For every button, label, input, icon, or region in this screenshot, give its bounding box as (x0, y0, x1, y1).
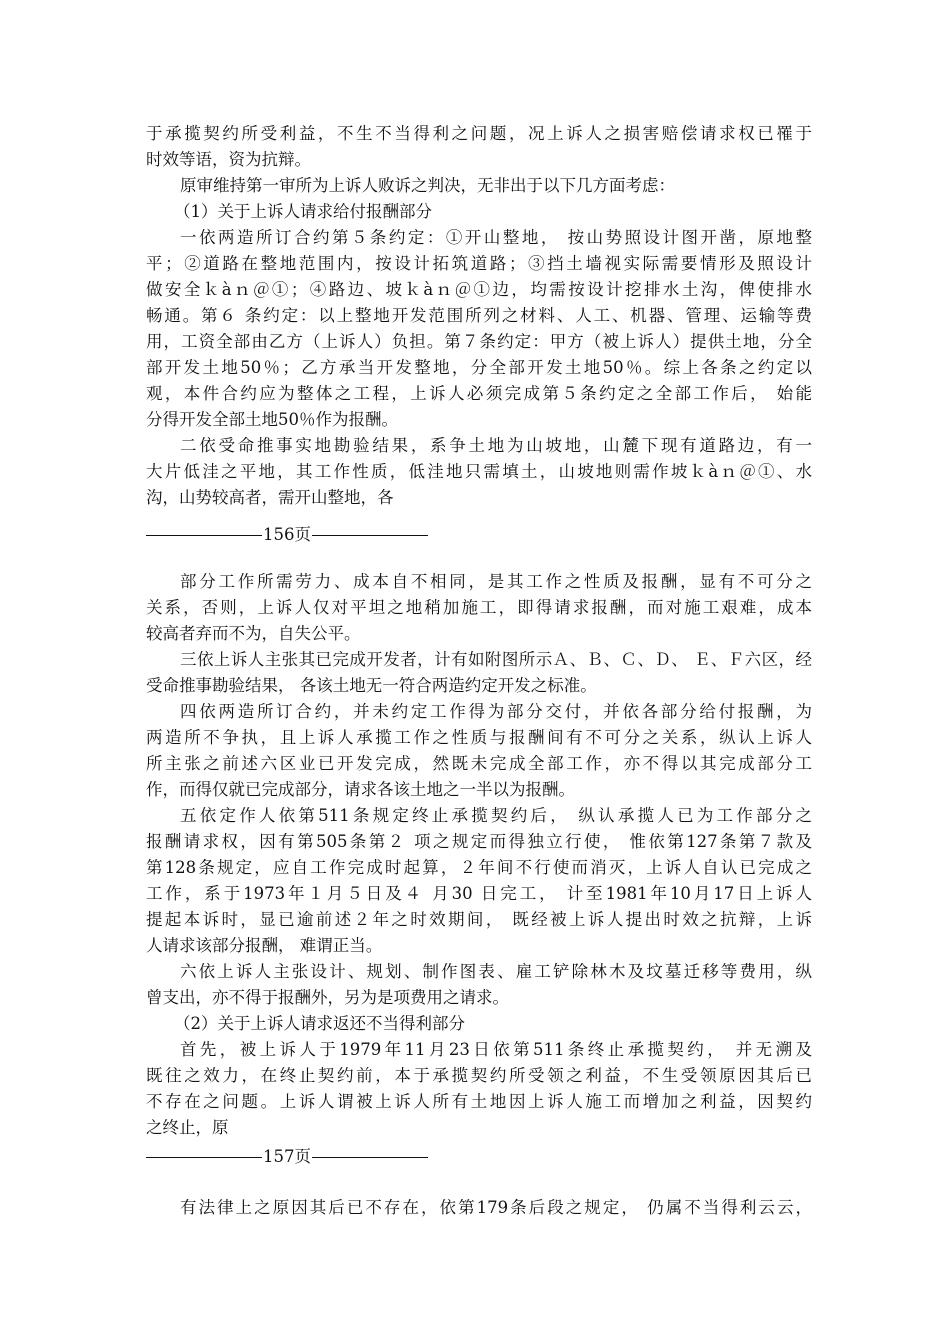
text-line: 大片低洼之平地，其工作性质，低洼地只需填土，山坡地则需作坡ｋàｎ＠①、水 (146, 462, 812, 481)
text-line: 部分工作所需劳力、成本自不相同，是其工作之性质及报酬，显有不可分之 (180, 572, 812, 591)
text-line: 分得开发全部土地50％作为报酬。 (146, 410, 398, 429)
text-line: 原审维持第一审所为上诉人败诉之判决，无非出于以下几方面考虑： (180, 176, 675, 195)
text-block-page-158 (146, 1195, 812, 1221)
text-line: 有法律上之原因其后已不存在，依第179条后段之规定， 仍属不当得利云云， (180, 1198, 812, 1217)
rule-left (146, 535, 262, 536)
text-line: 工作，系于1973年１月５日及４ 月30 日完工， 计至1981年10月17日上诉人 (146, 884, 812, 903)
text-line: 用，工资全部由乙方（上诉人）负担。第７条约定：甲方（被上诉人）提供土地，分全 (146, 332, 812, 351)
page-number: 157页 (263, 1147, 311, 1166)
page-number-marker (146, 522, 428, 548)
text-line: 二依受命推事实地勘验结果，系争土地为山坡地，山麓下现有道路边，有一 (180, 436, 812, 455)
rule-right (312, 1157, 428, 1158)
text-line: 不存在之问题。上诉人谓被上诉人所有土地因上诉人施工而增加之利益，因契约 (146, 1092, 812, 1111)
text-block-page-157 (146, 569, 812, 1141)
page-number: 156页 (263, 525, 311, 544)
text-line: 四依两造所订合约，并未约定工作得为部分交付，并依各部分给付报酬，为 (180, 702, 812, 721)
text-line: 作，而得仅就已完成部分，请求各该土地之一半以为报酬。 (146, 780, 575, 799)
text-line: 首先，被上诉人于1979年11月23日依第511条终止承揽契约， 并无溯及 (180, 1040, 812, 1059)
text-line: 五依定作人依第511条规定终止承揽契约后， 纵认承揽人已为工作部分之 (180, 806, 812, 825)
text-line: 于承揽契约所受利益，不生不当得利之问题，况上诉人之损害赔偿请求权已罹于 (146, 124, 812, 143)
text-line: 时效等语，资为抗辩。 (146, 150, 311, 169)
text-line: 较高者弃而不为，自失公平。 (146, 624, 361, 643)
text-line: 两造所不争执，且上诉人承揽工作之性质与报酬间有不可分之关系，纵认上诉人 (146, 728, 812, 747)
text-line: 观，本件合约应为整体之工程，上诉人必须完成第５条约定之全部工作后， 始能 (146, 384, 812, 403)
text-line: 提起本诉时，显已逾前述２年之时效期间， 既经被上诉人提出时效之抗辩，上诉 (146, 910, 812, 929)
text-line: 既往之效力，在终止契约前，本于承揽契约所受领之利益，不生受领原因其后已 (146, 1066, 812, 1085)
subheading: （2）关于上诉人请求返还不当得利部分 (174, 1014, 465, 1033)
text-line: 部开发土地50％；乙方承当开发整地，分全部开发土地50％。综上各条之约定以 (146, 358, 812, 377)
text-line: 人请求该部分报酬， 难谓正当。 (146, 936, 383, 955)
text-line: 所主张之前述六区业已开发完成，然既未完成全部工作，亦不得以其完成部分工 (146, 754, 812, 773)
subheading: （1）关于上诉人请求给付报酬部分 (174, 202, 432, 221)
text-line: 沟，山势较高者，需开山整地，各 (146, 488, 394, 507)
text-line: 六依上诉人主张设计、规划、制作图表、雇工铲除林木及坟墓迁移等费用，纵 (180, 962, 812, 981)
text-line: 报酬请求权，因有第505条第２ 项之规定而得独立行使， 惟依第127条第７款及 (146, 832, 812, 851)
text-line: 三依上诉人主张其已完成开发者，计有如附图所示Ａ、Ｂ、Ｃ、Ｄ、 Ｅ、Ｆ六区，经 (180, 650, 812, 669)
text-line: 关系，否则，上诉人仅对平坦之地稍加施工，即得请求报酬，而对施工艰难，成本 (146, 598, 812, 617)
text-line: 受命推事勘验结果， 各该土地无一符合两造约定开发之标准。 (146, 676, 597, 695)
text-line: 曾支出，亦不得于报酬外，另为是项费用之请求。 (146, 988, 509, 1007)
text-line: 平；②道路在整地范围内，按设计拓筑道路；③挡土墙视实际需要情形及照设计 (146, 254, 812, 273)
text-line: 畅通。第６ 条约定：以上整地开发范围所列之材料、人工、机器、管理、运输等费 (146, 306, 812, 325)
page-number-marker (146, 1144, 428, 1170)
text-line: 做安全ｋàｎ＠①；④路边、坡ｋàｎ＠①边，均需按设计挖排水土沟，俾使排水 (146, 280, 812, 299)
text-line: 之终止，原 (146, 1118, 229, 1137)
rule-right (312, 535, 428, 536)
rule-left (146, 1157, 262, 1158)
text-line: 第128条规定，应自工作完成时起算，２年间不行使而消灭，上诉人自认已完成之 (146, 858, 812, 877)
text-block-page-156 (146, 121, 812, 511)
text-line: 一依两造所订合约第５条约定：①开山整地， 按山势照设计图开凿，原地整 (180, 228, 812, 247)
